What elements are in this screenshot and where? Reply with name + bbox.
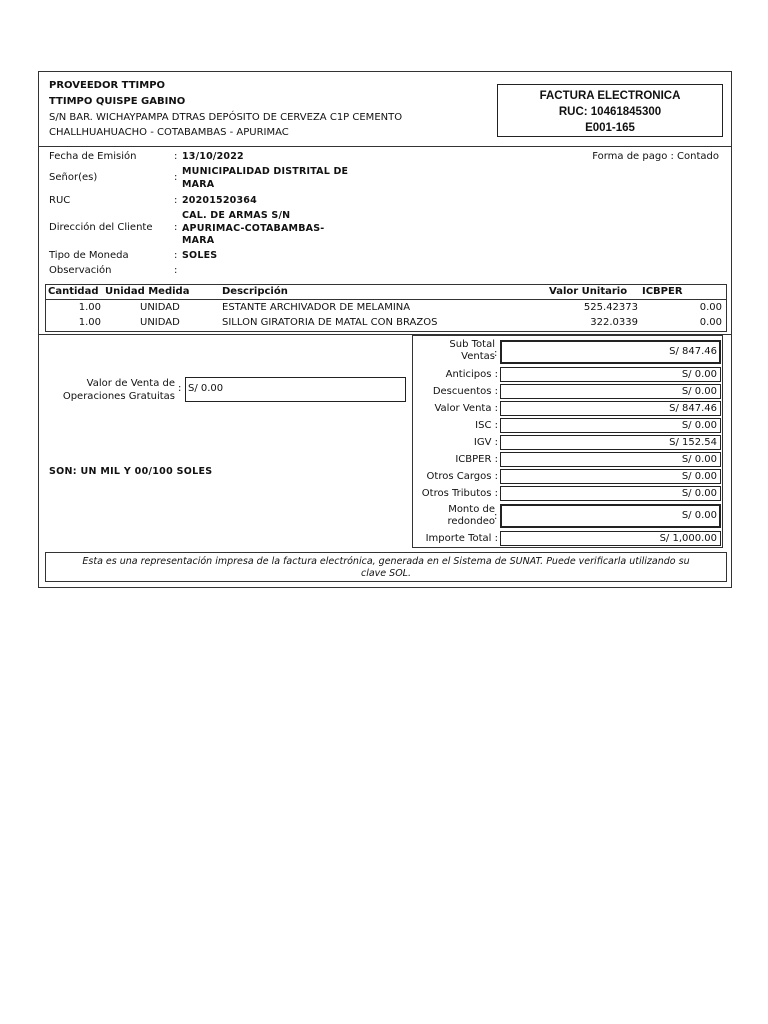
row2-unidad: UNIDAD	[140, 317, 180, 328]
header-divider	[39, 146, 731, 147]
redondeo-value: S/ 0.00	[500, 504, 721, 528]
observacion-label: Observación	[49, 265, 112, 276]
gratuitas-value-box: S/ 0.00	[185, 377, 406, 402]
icbper-value: S/ 0.00	[500, 452, 721, 467]
valor-venta-value: S/ 847.46	[500, 401, 721, 416]
row2-cantidad: 1.00	[78, 317, 101, 328]
otros-cargos-value: S/ 0.00	[500, 469, 721, 484]
sunat-notice-line1: Esta es una representación impresa de la factura electrónica, generada en el Sistema de SUNAT. Puede verificarla utilizando su	[82, 556, 690, 567]
row1-unidad: UNIDAD	[140, 302, 180, 313]
ruc-value: 20201520364	[182, 195, 257, 206]
anticipos-label: Anticipos :	[445, 369, 498, 380]
amount-in-words: SON: UN MIL Y 00/100 SOLES	[49, 466, 213, 477]
row2-icbper: 0.00	[699, 317, 722, 328]
row2-valor-unitario: 322.0339	[590, 317, 638, 328]
col-valor-unitario: Valor Unitario	[549, 286, 628, 297]
col-descripcion: Descripción	[222, 286, 288, 297]
direccion-label: Dirección del Cliente	[49, 222, 153, 233]
fecha-colon: :	[174, 151, 178, 162]
importe-total-label: Importe Total :	[425, 533, 498, 544]
totals-panel	[412, 335, 723, 548]
isc-label: ISC :	[475, 420, 498, 431]
senor-value-line1: MUNICIPALIDAD DISTRITAL DE	[182, 166, 349, 177]
provider-person: TTIMPO QUISPE GABINO	[49, 96, 186, 107]
senor-label: Señor(es)	[49, 172, 98, 183]
subtotal-label-line1: Sub Total	[449, 339, 495, 350]
forma-pago: Forma de pago : Contado	[592, 151, 719, 162]
igv-value: S/ 152.54	[500, 435, 721, 450]
observacion-colon: :	[174, 265, 178, 276]
otros-tributos-value: S/ 0.00	[500, 486, 721, 501]
direccion-colon: :	[174, 222, 178, 233]
gratuitas-label-line1: Valor de Venta de	[86, 378, 175, 389]
descuentos-label: Descuentos :	[432, 386, 498, 397]
col-unidad: Unidad Medida	[105, 286, 190, 297]
igv-label: IGV :	[473, 437, 498, 448]
items-header-divider	[46, 299, 726, 300]
importe-total-value: S/ 1,000.00	[500, 531, 721, 546]
direccion-value-line1: CAL. DE ARMAS S/N	[182, 210, 291, 221]
direccion-value-line3: MARA	[182, 235, 215, 246]
row1-valor-unitario: 525.42373	[583, 302, 638, 313]
icbper-label: ICBPER :	[455, 454, 498, 465]
gratuitas-colon: :	[178, 383, 182, 394]
moneda-value: SOLES	[182, 250, 218, 261]
redondeo-label	[447, 504, 498, 528]
valor-venta-label: Valor Venta :	[434, 403, 498, 414]
row2-descripcion: SILLON GIRATORIA DE MATAL CON BRAZOS	[222, 317, 438, 328]
otros-cargos-label: Otros Cargos :	[426, 471, 498, 482]
invoice-ruc: RUC: 10461845300	[558, 106, 662, 118]
anticipos-value: S/ 0.00	[500, 367, 721, 382]
ruc-colon: :	[174, 195, 178, 206]
otros-tributos-label: Otros Tributos :	[421, 488, 498, 499]
subtotal-value: S/ 847.46	[500, 340, 721, 364]
row1-descripcion: ESTANTE ARCHIVADOR DE MELAMINA	[222, 302, 411, 313]
invoice-document	[38, 71, 732, 588]
invoice-id-box	[497, 84, 723, 137]
subtotal-label-line2: Ventas	[461, 351, 495, 362]
subtotal-colon: :	[494, 348, 498, 359]
direccion-value-line2: APURIMAC-COTABAMBAS-	[182, 223, 325, 234]
isc-value: S/ 0.00	[500, 418, 721, 433]
gratuitas-label-line2: Operaciones Gratuitas	[62, 391, 175, 402]
senor-colon: :	[174, 172, 178, 183]
fecha-value: 13/10/2022	[182, 151, 244, 162]
provider-address-line1: S/N BAR. WICHAYPAMPA DTRAS DEPÓSITO DE CERVEZA C1P CEMENTO	[49, 112, 403, 123]
fecha-label: Fecha de Emisión	[49, 151, 137, 162]
redondeo-label-line2: redondeo	[447, 516, 495, 527]
row1-cantidad: 1.00	[78, 302, 101, 313]
subtotal-label	[449, 339, 498, 363]
invoice-type: FACTURA ELECTRONICA	[539, 90, 681, 102]
ruc-label: RUC	[49, 195, 71, 206]
provider-address-line2: CHALLHUAHUACHO - COTABAMBAS - APURIMAC	[49, 127, 289, 138]
redondeo-label-line1: Monto de	[448, 504, 495, 515]
items-table	[45, 284, 727, 332]
moneda-label: Tipo de Moneda	[49, 250, 129, 261]
col-cantidad: Cantidad	[48, 286, 99, 297]
moneda-colon: :	[174, 250, 178, 261]
redondeo-colon: :	[494, 511, 498, 522]
row1-icbper: 0.00	[699, 302, 722, 313]
sunat-notice-line2: clave SOL.	[361, 568, 411, 579]
provider-name: PROVEEDOR TTIMPO	[49, 80, 166, 91]
gratuitas-label	[55, 377, 175, 403]
sunat-notice	[45, 552, 727, 582]
invoice-number: E001-165	[585, 122, 635, 134]
col-icbper: ICBPER	[642, 286, 683, 297]
senor-value-line2: MARA	[182, 179, 215, 190]
descuentos-value: S/ 0.00	[500, 384, 721, 399]
